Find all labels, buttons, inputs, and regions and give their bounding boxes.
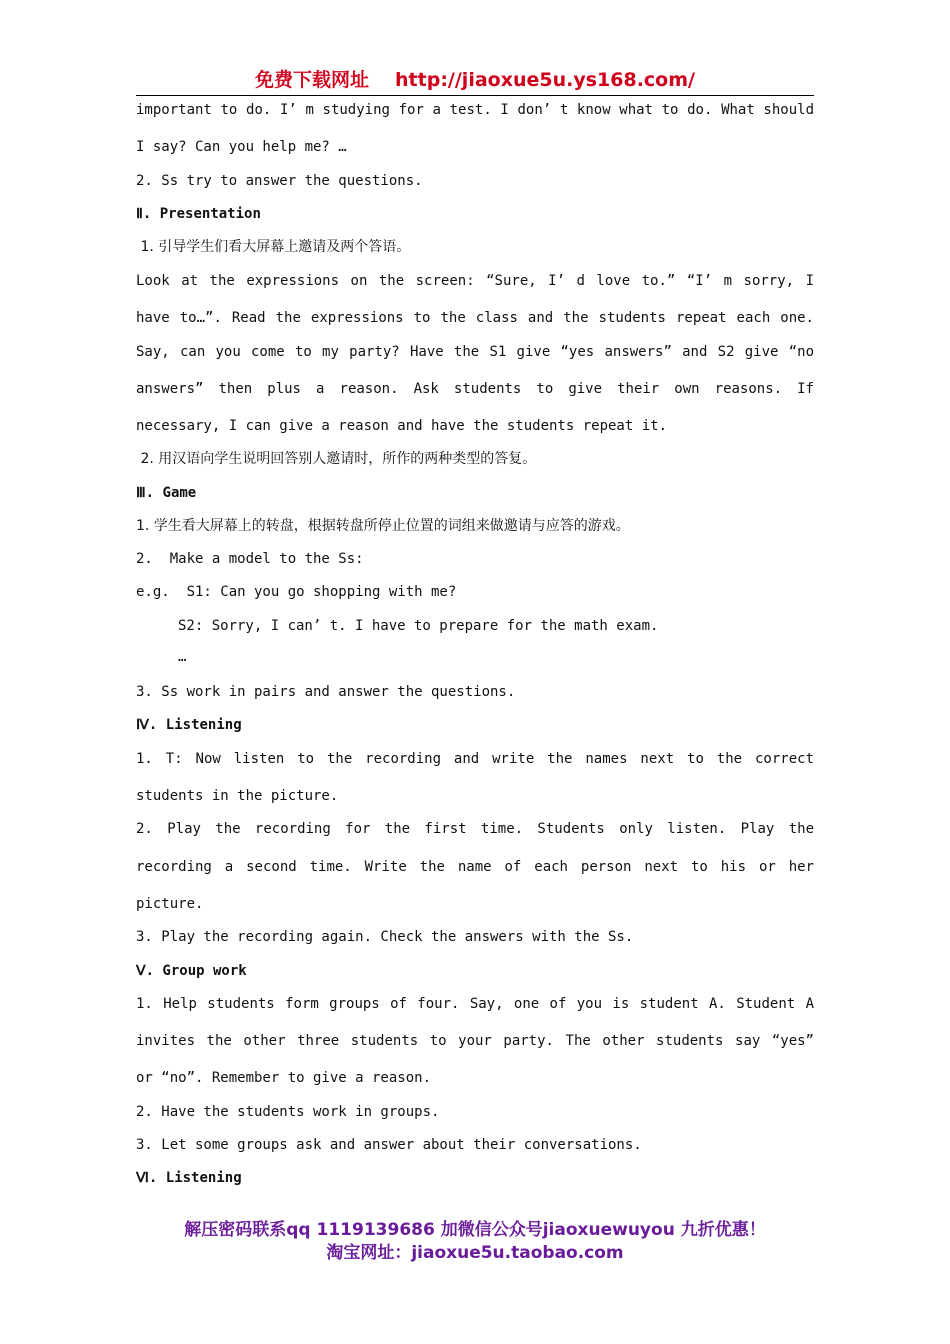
header-rule	[136, 95, 814, 96]
text-line: 2. 用汉语向学生说明回答别人邀请时，所作的两种类型的答复。	[136, 451, 537, 467]
text-line: answers” then plus a reason. Ask students to give their own reasons. If	[136, 381, 814, 397]
text-line: S2: Sorry, I can’ t. I have to prepare for the math exam.	[178, 618, 659, 634]
text-line: 1. 学生看大屏幕上的转盘，根据转盘所停止位置的词组来做邀请与应答的游戏。	[136, 518, 630, 534]
text-line: 3. Play the recording again. Check the answers with the Ss.	[136, 929, 634, 945]
text-line: necessary, I can give a reason and have the students repeat it.	[136, 418, 668, 434]
text-line: 2. Ss try to answer the questions.	[136, 173, 423, 189]
section-heading-listening-2: Ⅵ. Listening	[136, 1170, 242, 1186]
text-line: recording a second time. Write the name of each person next to his or her	[136, 859, 814, 875]
section-heading-game: Ⅲ. Game	[136, 485, 197, 501]
header-download-label: 免费下载网址	[255, 69, 370, 91]
footer-shop-url[interactable]: 淘宝网址：jiaoxue5u.taobao.com	[326, 1243, 624, 1263]
text-line: 3. Ss work in pairs and answer the questions.	[136, 684, 516, 700]
text-line: picture.	[136, 896, 204, 912]
text-line: 1. Help students form groups of four. Say, one of you is student A. Student A	[136, 996, 814, 1012]
footer-password-contact: 解压密码联系qq 1119139686 加微信公众号jiaoxuewuyou 九折优惠！	[184, 1220, 766, 1240]
section-heading-listening: Ⅳ. Listening	[136, 717, 242, 733]
section-heading-presentation: Ⅱ. Presentation	[136, 206, 261, 222]
text-line: invites the other three students to your party. The other students say “yes”	[136, 1033, 814, 1049]
section-heading-group-work: Ⅴ. Group work	[136, 963, 247, 979]
page-header	[136, 68, 814, 92]
text-line: I say? Can you help me? …	[136, 139, 347, 155]
text-line: 1. 引导学生们看大屏幕上邀请及两个答语。	[136, 239, 411, 255]
text-line: important to do. I’ m studying for a test. I don’ t know what to do. What should	[136, 102, 814, 118]
text-line: 2. Play the recording for the first time. Students only listen. Play the	[136, 821, 814, 837]
text-line: or “no”. Remember to give a reason.	[136, 1070, 432, 1086]
text-line: 2. Make a model to the Ss:	[136, 551, 364, 567]
text-line: students in the picture.	[136, 788, 339, 804]
text-line: …	[178, 649, 187, 665]
text-line: e.g. S1: Can you go shopping with me?	[136, 584, 457, 600]
header-url-link[interactable]: http://jiaoxue5u.ys168.com/	[395, 69, 695, 91]
text-line: Say, can you come to my party? Have the S1 give “yes answers” and S2 give “no	[136, 344, 814, 360]
text-line: Look at the expressions on the screen: “Sure, I’ d love to.” “I’ m sorry, I	[136, 273, 814, 289]
text-line: 2. Have the students work in groups.	[136, 1104, 440, 1120]
text-line: 1. T: Now listen to the recording and write the names next to the correct	[136, 751, 814, 767]
text-line: have to…”. Read the expressions to the class and the students repeat each one.	[136, 310, 814, 326]
text-line: 3. Let some groups ask and answer about their conversations.	[136, 1137, 642, 1153]
